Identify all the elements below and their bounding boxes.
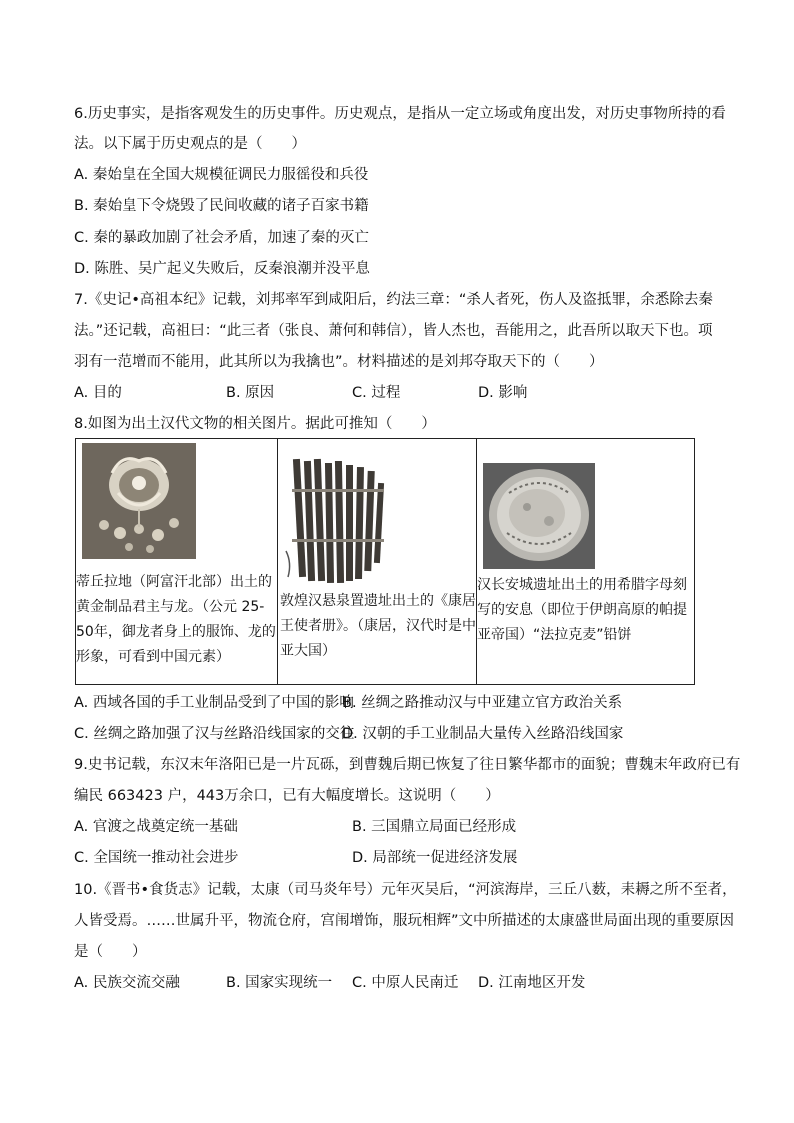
gold-crown-photo xyxy=(82,443,196,559)
artifact-cell-wooden-slips xyxy=(278,439,477,685)
q10-option-c: C. 中原人民南迁 xyxy=(352,975,459,991)
lead-coin-photo xyxy=(483,463,595,569)
q6-stem-line2: 法。以下属于历史观点的是（ ） xyxy=(74,136,306,152)
q6-option-c: C. 秦的暴政加剧了社会矛盾，加速了秦的灭亡 xyxy=(74,230,369,246)
q9-option-d: D. 局部统一促进经济发展 xyxy=(352,850,518,866)
q8-option-a: A. 西域各国的手工业制品受到了中国的影响 xyxy=(74,695,354,711)
q8-option-d: D. 汉朝的手工业制品大量传入丝路沿线国家 xyxy=(342,726,624,742)
q10-option-d: D. 江南地区开发 xyxy=(478,975,586,991)
q8-stem: 8.如图为出土汉代文物的相关图片。据此可推知（ ） xyxy=(74,416,436,432)
q9-option-a: A. 官渡之战奠定统一基础 xyxy=(74,819,238,835)
q7-option-b: B. 原因 xyxy=(226,385,275,401)
q10-stem-line3: 是（ ） xyxy=(74,944,147,960)
q8-option-b: B. 丝绸之路推动汉与中亚建立官方政治关系 xyxy=(342,695,623,711)
wooden-slips-caption: 敦煌汉悬泉置遗址出土的《康居王使者册》。（康居，汉代时是中亚大国） xyxy=(280,593,476,659)
q9-option-c: C. 全国统一推动社会进步 xyxy=(74,850,239,866)
q7-option-c: C. 过程 xyxy=(352,385,401,401)
q6-stem-line1: 6.历史事实，是指客观发生的历史事件。历史观点，是指从一定立场或角度出发，对历史事物所持的看 xyxy=(74,106,726,122)
q9-stem-line1: 9.史书记载，东汉末年洛阳已是一片瓦砾，到曹魏后期已恢复了往日繁华都市的面貌；曹魏末年政府已有 xyxy=(74,757,741,773)
q6-option-a: A. 秦始皇在全国大规模征调民力服徭役和兵役 xyxy=(74,167,369,183)
q9-stem-line2: 编民 663423 户，443万余口，已有大幅度增长。这说明（ ） xyxy=(74,788,500,804)
q10-stem-line2: 人皆受焉。……世属升平，物流仓府，宫闱增饰，服玩相辉”文中所描述的太康盛世局面出现的重要原因 xyxy=(74,913,735,929)
gold-crown-caption: 蒂丘拉地（阿富汗北部）出土的黄金制品君主与龙。（公元 25-50年，御龙者身上的服饰、龙的形象，可看到中国元素） xyxy=(76,574,276,665)
q8-option-c: C. 丝绸之路加强了汉与丝路沿线国家的交往 xyxy=(74,726,355,742)
q6-option-d: D. 陈胜、吴广起义失败后，反秦浪潮并没平息 xyxy=(74,261,370,277)
q8-artifact-table xyxy=(75,438,695,685)
q7-stem-line1: 7.《史记•高祖本纪》记载，刘邦率军到咸阳后，约法三章：“杀人者死，伤人及盗抵罪，余悉除去秦 xyxy=(74,292,713,308)
lead-coin-caption: 汉长安城遗址出土的用希腊字母刻写的安息（即位于伊朗高原的帕提亚帝国）“法拉克麦”铅饼 xyxy=(477,577,687,643)
artifact-cell-lead-coin xyxy=(477,439,695,685)
wooden-slips-photo xyxy=(282,453,390,587)
q7-stem-line3: 羽有一范增而不能用，此其所以为我擒也”。材料描述的是刘邦夺取天下的（ ） xyxy=(74,354,604,370)
q6-option-b: B. 秦始皇下令烧毁了民间收藏的诸子百家书籍 xyxy=(74,198,369,214)
q10-stem-line1: 10.《晋书•食货志》记载，太康（司马炎年号）元年灭吴后，“河滨海岸，三丘八薮，耒耨之所不至者， xyxy=(74,882,737,898)
q9-option-b: B. 三国鼎立局面已经形成 xyxy=(352,819,517,835)
q10-option-a: A. 民族交流交融 xyxy=(74,975,180,991)
q10-option-b: B. 国家实现统一 xyxy=(226,975,333,991)
q7-option-a: A. 目的 xyxy=(74,385,122,401)
q7-option-d: D. 影响 xyxy=(478,385,528,401)
q7-stem-line2: 法。”还记载，高祖曰：“此三者（张良、萧何和韩信），皆人杰也，吾能用之，此吾所以取天下也。项 xyxy=(74,323,713,339)
artifact-cell-gold-crown xyxy=(76,439,278,685)
